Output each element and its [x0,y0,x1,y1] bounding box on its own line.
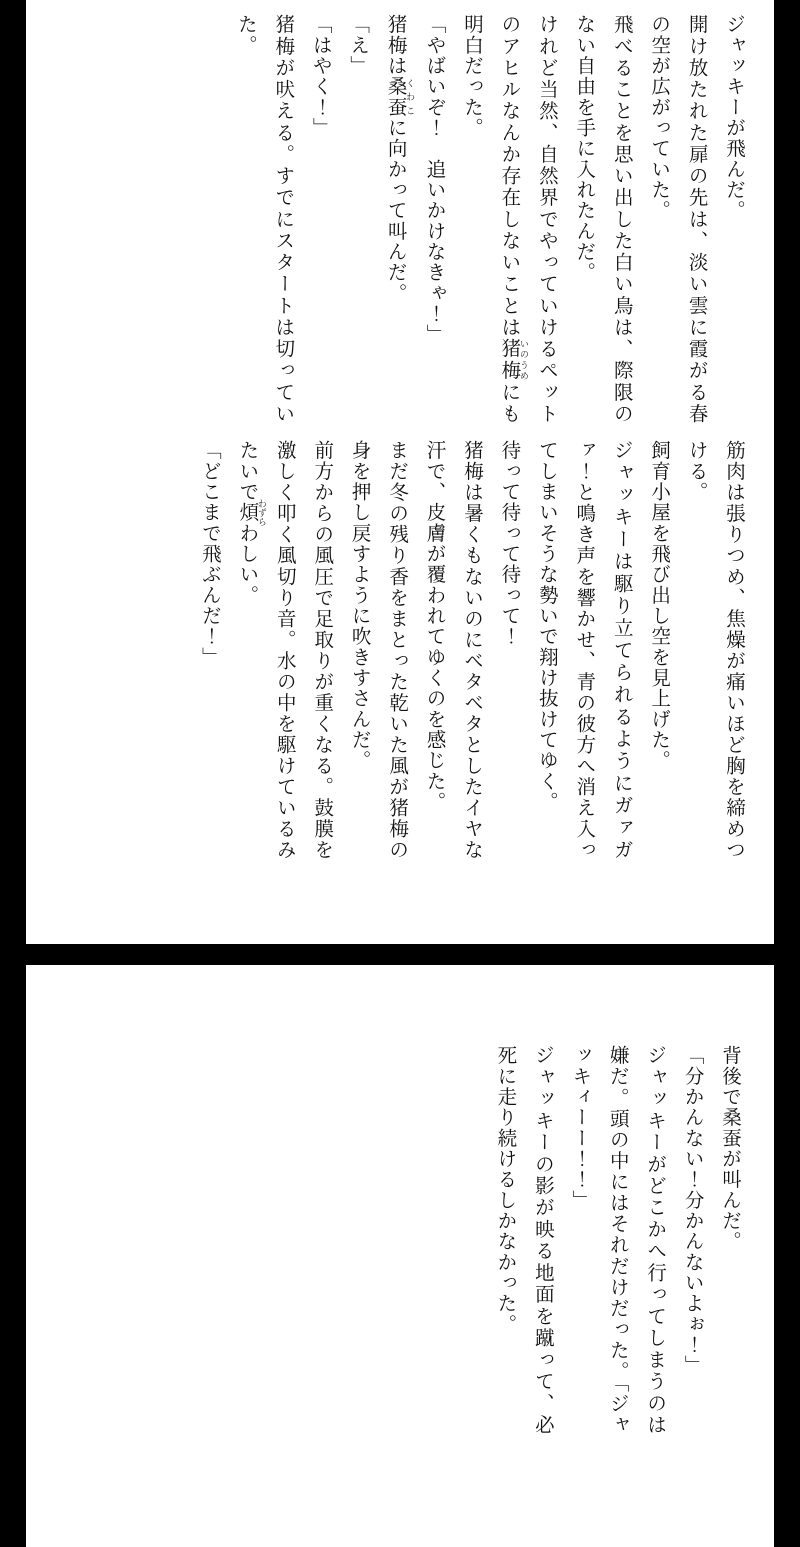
paragraph: 「分かんない！分かんないよぉ！」 [681,1045,703,1376]
paragraph: 「どこまで飛ぶんだ！」 [198,440,220,668]
paragraph: ジャッキーの影が映る地面を蹴って、必死に走り続けるしかなかった。 [494,1045,553,1435]
page-gutter [0,944,800,965]
paragraph: 背後で桑蚕が叫んだ。 [719,1045,740,1252]
paragraph: 「やばいぞ！ 追いかけなきゃ！」 [423,14,445,345]
paragraph: けれど当然、自然界でやっていけるペットのアヒルなんか存在しないことは猪梅 いのうめにも明白だった。 [460,14,557,425]
page-two [26,965,774,1525]
page-two-bottom-edge [26,1525,774,1547]
paragraph: 猪梅は桑蚕 くわこに向かって叫んだ。 [384,14,416,304]
paragraph: ジャッキーがどこかへ行ってしまうのは嫌だ。頭の中にはそれだけだった。「ジャッキィーー！！」 [569,1045,666,1435]
ruby-wazura: 煩 わずら [236,498,267,526]
paragraph: ジャッキーは駆り立てられるようにガァガァ！と鳴き声を響かせ、青の彼方へ消え入ってしまいそうな勢いで翔け抜けてゆく。 [535,440,632,860]
paragraph: 飼育小屋を飛び出し空を見上げた。 [648,440,670,771]
paragraph: 猪梅は暑くもないのにベタベタとしたイヤな汗で、皮膚が覆われてゆくのを感じた。 [423,440,482,860]
page-two-column-a [494,1045,748,1435]
paragraph: 前方からの風圧で足取りが重くなる。鼓膜を激しく叩く風切り音。水の中を駆けているみたいで煩 わずらわしい。 [236,440,333,860]
paragraph: まだ冬の残り香をまとった乾いた風が猪梅の身を押し戻すように吹きすさんだ。 [348,440,408,860]
paragraph: 待って待って待って！ [498,440,520,647]
ruby-kuwako: 桑蚕 くわこ [384,76,416,118]
paragraph: 「え」 [347,14,369,77]
paragraph: 猪梅が吠える。すでにスタートは切っていた。 [234,14,294,424]
paragraph: 「はやく！」 [309,14,331,139]
paragraph: 飛べることを思い出した白い鳥は、際限のない自由を手に入れたんだ。 [573,14,632,424]
page-one [26,0,774,944]
page-one-column-b [198,440,752,860]
page-one-column-a [234,14,752,425]
ruby-inoume: 猪梅 いのうめ [498,338,529,382]
paragraph: ジャッキーが飛んだ。 [723,14,744,221]
paragraph: 筋肉は張りつめ、焦燥が痛いほど胸を締めつける。 [685,440,744,860]
paragraph: 開け放たれた扉の先は、淡い雲に霞がる春の空が広がっていた。 [648,14,707,424]
